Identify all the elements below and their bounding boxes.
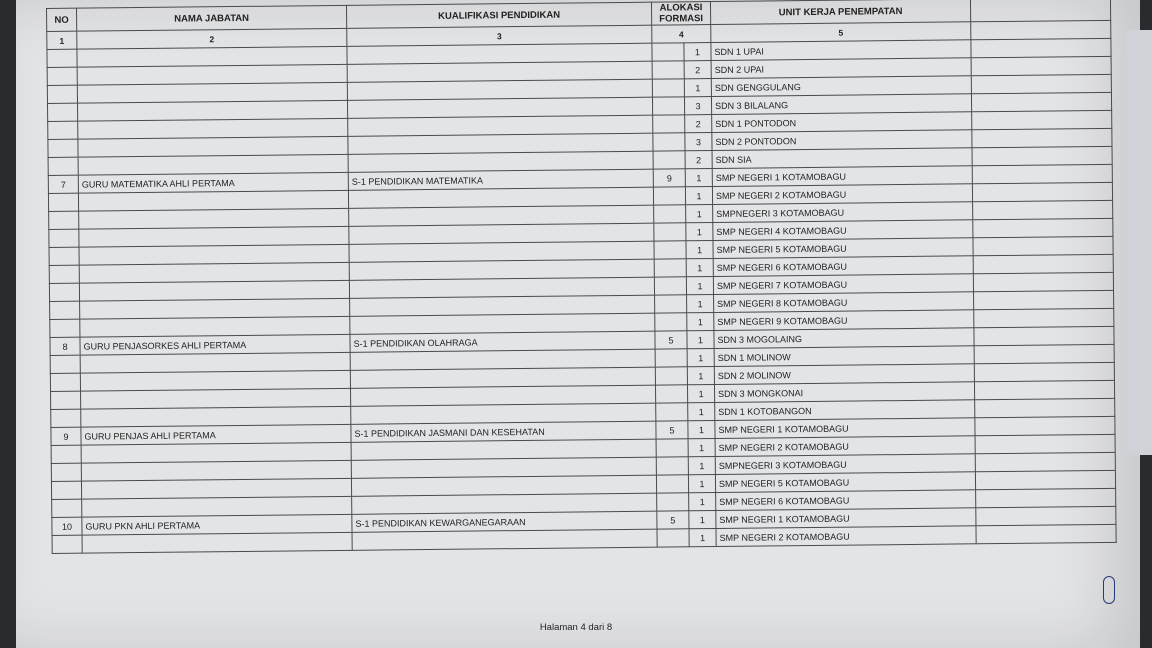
cell-unit-kerja: SMP NEGERI 5 KOTAMOBAGU (713, 238, 973, 259)
cell-alokasi-jumlah: 2 (685, 151, 712, 169)
cell-nama-jabatan: GURU PKN AHLI PERTAMA (82, 514, 352, 535)
cell-blank (973, 236, 1113, 255)
cell-nama-jabatan: GURU PENJASORKES AHLI PERTAMA (80, 334, 350, 355)
cell-unit-kerja: SDN 1 KOTOBANGON (715, 400, 975, 421)
cell-nama-jabatan: GURU PENJAS AHLI PERTAMA (81, 424, 351, 445)
cell-no (52, 499, 82, 517)
cell-alokasi-jumlah: 1 (685, 187, 712, 205)
cell-unit-kerja: SDN 2 PONTODON (712, 130, 972, 151)
cell-no (49, 247, 79, 265)
cell-blank (972, 146, 1112, 165)
cell-alokasi-total (655, 367, 687, 385)
cell-unit-kerja: SMP NEGERI 6 KOTAMOBAGU (713, 256, 973, 277)
cell-alokasi-total (657, 529, 689, 547)
cell-unit-kerja: SMP NEGERI 6 KOTAMOBAGU (716, 490, 976, 511)
cell-blank (973, 272, 1113, 291)
cell-blank (976, 506, 1116, 525)
cell-alokasi-total (656, 403, 688, 421)
column-number: 4 (652, 25, 711, 44)
cell-unit-kerja: SDN 3 BILALANG (711, 94, 971, 115)
header-no: NO (47, 8, 77, 31)
cell-blank (971, 92, 1111, 111)
cell-no (51, 481, 81, 499)
cell-kualifikasi (352, 529, 657, 550)
cell-kualifikasi: S-1 PENDIDIKAN JASMANI DAN KESEHATAN (351, 421, 656, 442)
cell-blank (975, 398, 1115, 417)
cell-alokasi-total (654, 277, 686, 295)
cell-blank (975, 470, 1115, 489)
cell-unit-kerja: SMP NEGERI 2 KOTAMOBAGU (712, 184, 972, 205)
cell-alokasi-jumlah: 1 (688, 475, 715, 493)
cell-unit-kerja: SDN 1 UPAI (711, 40, 971, 61)
cell-alokasi-total (655, 385, 687, 403)
cell-alokasi-jumlah: 1 (687, 313, 714, 331)
cell-blank (972, 110, 1112, 129)
cell-alokasi-total (656, 439, 688, 457)
cell-no (48, 193, 78, 211)
cell-blank (975, 434, 1115, 453)
cell-alokasi-jumlah: 1 (689, 493, 716, 511)
column-number: 5 (711, 22, 971, 43)
cell-alokasi-total (652, 79, 684, 97)
cell-alokasi-jumlah: 1 (689, 511, 716, 529)
cell-alokasi-jumlah: 1 (684, 43, 711, 61)
cell-unit-kerja: SDN SIA (712, 148, 972, 169)
page-footer: Halaman 4 dari 8 (539, 622, 613, 633)
cell-nama-jabatan: GURU MATEMATIKA AHLI PERTAMA (78, 172, 348, 193)
cell-alokasi-total (654, 205, 686, 223)
cell-alokasi-total (656, 475, 688, 493)
cell-alokasi-total: 9 (653, 169, 685, 187)
header-kualifikasi: KUALIFIKASI PENDIDIKAN (346, 2, 651, 28)
cell-no (49, 229, 79, 247)
cell-alokasi-jumlah: 3 (685, 133, 712, 151)
cell-no (50, 373, 80, 391)
cell-alokasi-total (654, 223, 686, 241)
cell-alokasi-total (656, 457, 688, 475)
cell-unit-kerja: SDN 1 MOLINOW (714, 346, 974, 367)
header-alokasi-line1: ALOKASI (659, 2, 703, 14)
cell-no: 9 (51, 427, 81, 445)
cell-no (51, 409, 81, 427)
cell-blank (975, 416, 1115, 435)
cell-alokasi-jumlah: 2 (685, 115, 712, 133)
cell-unit-kerja: SMP NEGERI 5 KOTAMOBAGU (715, 472, 975, 493)
cell-no (49, 265, 79, 283)
cell-alokasi-jumlah: 1 (688, 421, 715, 439)
cell-alokasi-total (654, 241, 686, 259)
cell-blank (971, 74, 1111, 93)
cell-alokasi-jumlah: 3 (684, 97, 711, 115)
cell-kualifikasi: S-1 PENDIDIKAN OLAHRAGA (350, 331, 655, 352)
cell-blank (976, 524, 1116, 543)
cell-blank (976, 488, 1116, 507)
cell-alokasi-total (653, 115, 685, 133)
formasi-table-wrapper (46, 0, 1116, 554)
cell-alokasi-total (655, 313, 687, 331)
cell-unit-kerja: SMP NEGERI 9 KOTAMOBAGU (714, 310, 974, 331)
cell-no (47, 85, 77, 103)
header-nama-jabatan: NAMA JABATAN (77, 5, 347, 31)
header-alokasi-line2: FORMASI (659, 13, 704, 25)
table-body (47, 38, 1116, 553)
formasi-table (46, 0, 1117, 554)
cell-alokasi-jumlah: 2 (684, 61, 711, 79)
cell-no (51, 445, 81, 463)
cell-alokasi-total (652, 97, 684, 115)
cell-no (52, 535, 82, 553)
cell-alokasi-jumlah: 1 (687, 367, 714, 385)
cell-blank (974, 344, 1114, 363)
cell-unit-kerja: SDN GENGGULANG (711, 76, 971, 97)
cell-blank (973, 218, 1113, 237)
cell-blank (972, 164, 1112, 183)
column-number-blank (971, 20, 1111, 39)
cell-unit-kerja: SDN 3 MOGOLAING (714, 328, 974, 349)
cell-no (48, 103, 78, 121)
cell-blank (974, 308, 1114, 327)
cell-alokasi-jumlah: 1 (686, 241, 713, 259)
cell-blank (974, 362, 1114, 381)
cell-no (51, 463, 81, 481)
cell-blank (972, 182, 1112, 201)
cell-unit-kerja: SDN 1 PONTODON (712, 112, 972, 133)
cell-alokasi-total: 5 (656, 421, 688, 439)
cell-alokasi-total (653, 187, 685, 205)
cell-alokasi-jumlah: 1 (684, 79, 711, 97)
cell-blank (971, 56, 1111, 75)
cell-no (50, 355, 80, 373)
cell-alokasi-jumlah: 1 (688, 403, 715, 421)
cell-alokasi-jumlah: 1 (689, 529, 716, 547)
cell-unit-kerja: SDN 2 UPAI (711, 58, 971, 79)
cell-no (47, 67, 77, 85)
cell-no (50, 301, 80, 319)
cell-no: 10 (52, 517, 82, 535)
cell-unit-kerja: SDN 2 MOLINOW (714, 364, 974, 385)
cell-no (48, 139, 78, 157)
cell-unit-kerja: SMP NEGERI 1 KOTAMOBAGU (715, 418, 975, 439)
cell-alokasi-jumlah: 1 (687, 331, 714, 349)
cell-no (50, 319, 80, 337)
header-unit-kerja: UNIT KERJA PENEMPATAN (710, 0, 970, 25)
cell-alokasi-total (654, 259, 686, 277)
cell-alokasi-total (653, 133, 685, 151)
cell-blank (974, 290, 1114, 309)
cell-alokasi-total (653, 151, 685, 169)
cell-alokasi-total: 5 (655, 331, 687, 349)
cell-unit-kerja: SMP NEGERI 4 KOTAMOBAGU (713, 220, 973, 241)
cell-alokasi-jumlah: 1 (685, 169, 712, 187)
cell-unit-kerja: SMP NEGERI 1 KOTAMOBAGU (716, 508, 976, 529)
cell-unit-kerja: SMP NEGERI 2 KOTAMOBAGU (715, 436, 975, 457)
cell-no (48, 121, 78, 139)
cell-alokasi-total (652, 43, 684, 61)
cell-no (49, 211, 79, 229)
cell-unit-kerja: SMPNEGERI 3 KOTAMOBAGU (715, 454, 975, 475)
cell-no (48, 157, 78, 175)
cell-kualifikasi: S-1 PENDIDIKAN MATEMATIKA (348, 169, 653, 190)
cell-blank (971, 38, 1111, 57)
cell-unit-kerja: SMP NEGERI 7 KOTAMOBAGU (713, 274, 973, 295)
cell-unit-kerja: SMPNEGERI 3 KOTAMOBAGU (713, 202, 973, 223)
cell-unit-kerja: SMP NEGERI 8 KOTAMOBAGU (714, 292, 974, 313)
cell-alokasi-jumlah: 1 (687, 385, 714, 403)
cell-alokasi-jumlah: 1 (686, 259, 713, 277)
cell-alokasi-jumlah: 1 (686, 223, 713, 241)
cell-alokasi-total (652, 61, 684, 79)
cell-blank (972, 128, 1112, 147)
cell-alokasi-jumlah: 1 (687, 349, 714, 367)
cell-unit-kerja: SDN 3 MONGKONAI (714, 382, 974, 403)
cell-alokasi-jumlah: 1 (686, 277, 713, 295)
column-number: 1 (47, 31, 77, 49)
cell-alokasi-total (655, 295, 687, 313)
cell-nama-jabatan (82, 532, 352, 553)
cell-alokasi-jumlah: 1 (687, 295, 714, 313)
cell-blank (974, 380, 1114, 399)
cell-blank (973, 200, 1113, 219)
cell-no (51, 391, 81, 409)
cell-alokasi-jumlah: 1 (688, 439, 715, 457)
column-number: 3 (347, 25, 652, 46)
column-number: 2 (77, 28, 347, 49)
background-paper-edge (1126, 30, 1152, 455)
cell-kualifikasi: S-1 PENDIDIKAN KEWARGANEGARAAN (352, 511, 657, 532)
header-blank (970, 0, 1110, 22)
cell-no: 7 (48, 175, 78, 193)
cell-alokasi-total: 5 (657, 511, 689, 529)
cell-blank (975, 452, 1115, 471)
cell-no: 8 (50, 337, 80, 355)
pen-mark (1103, 576, 1115, 604)
cell-blank (973, 254, 1113, 273)
cell-no (49, 283, 79, 301)
cell-alokasi-total (657, 493, 689, 511)
header-alokasi (651, 2, 710, 26)
cell-alokasi-jumlah: 1 (686, 205, 713, 223)
cell-alokasi-total (655, 349, 687, 367)
cell-unit-kerja: SMP NEGERI 2 KOTAMOBAGU (716, 526, 976, 547)
cell-blank (974, 326, 1114, 345)
cell-alokasi-jumlah: 1 (688, 457, 715, 475)
cell-no (47, 49, 77, 67)
cell-unit-kerja: SMP NEGERI 1 KOTAMOBAGU (712, 166, 972, 187)
